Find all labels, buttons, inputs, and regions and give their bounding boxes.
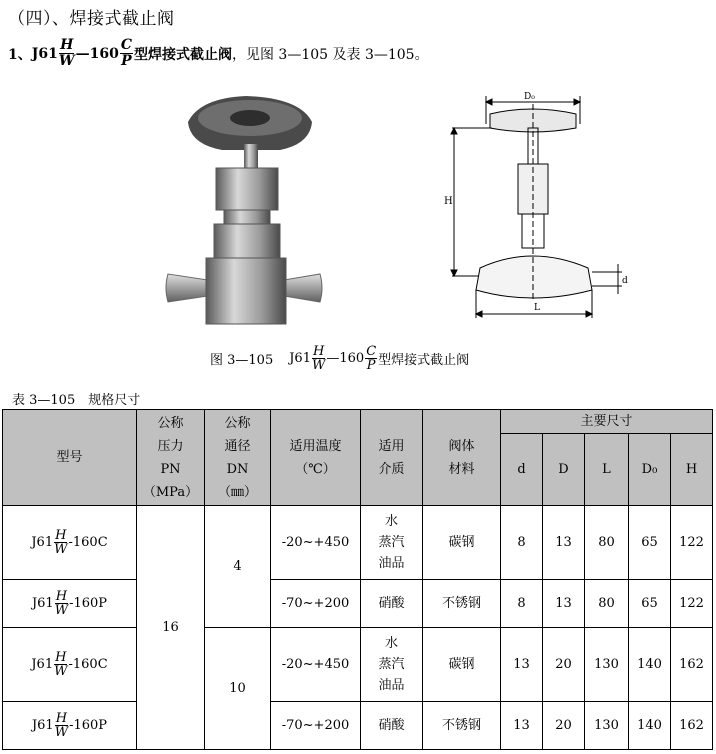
- cell-material: 不锈钢: [423, 580, 501, 628]
- cell-H: 162: [671, 628, 713, 702]
- item-fraction-2: [120, 38, 133, 69]
- model-suffix: -160P: [69, 718, 108, 733]
- header-dn-line: 公称: [224, 415, 251, 431]
- model-suffix: -160P: [69, 596, 108, 611]
- caption-frac2-den: P: [366, 358, 376, 373]
- section-heading: （四）、焊接式截止阀: [8, 9, 175, 29]
- cell-material: 碳钢: [423, 506, 501, 580]
- caption-fraction-1: [312, 345, 325, 372]
- model-fraction: [55, 590, 68, 617]
- header-pn-line: 公称: [157, 415, 184, 431]
- cell-medium: [361, 580, 423, 628]
- header-material-line: 阀体: [448, 438, 475, 454]
- drawing-label-d: d: [622, 276, 628, 286]
- header-temp: [271, 410, 361, 506]
- cell-d: 13: [501, 702, 543, 750]
- item-frac2-num: C: [120, 37, 132, 53]
- header-material-line: 材料: [448, 461, 475, 477]
- cell-pn: 16: [137, 506, 205, 750]
- model-prefix: J61: [31, 596, 54, 611]
- cell-D0: 65: [629, 506, 671, 580]
- item-fraction-1: [59, 38, 75, 69]
- cell-temp: -20~+450: [271, 506, 361, 580]
- caption-model-mid: —160: [326, 351, 365, 366]
- model-prefix: J61: [31, 718, 54, 733]
- cell-material: 不锈钢: [423, 702, 501, 750]
- header-D0: D₀: [629, 434, 671, 506]
- item-model-mid: —160: [75, 45, 119, 62]
- header-dn-line: （㎜）: [217, 484, 257, 500]
- header-model: 型号: [3, 410, 137, 506]
- model-fraction: [54, 651, 67, 678]
- cell-d: 8: [501, 580, 543, 628]
- cell-H: 162: [671, 702, 713, 750]
- header-main-dimensions: 主要尺寸: [501, 410, 713, 434]
- table-row: [3, 580, 713, 628]
- medium-line: 油品: [378, 556, 405, 571]
- header-pn-line: PN: [160, 461, 181, 477]
- header-medium: [361, 410, 423, 506]
- model-fraction: [54, 529, 67, 556]
- cell-medium: [361, 628, 423, 702]
- header-pn-line: 压力: [157, 438, 184, 454]
- cell-temp: -70~+200: [271, 580, 361, 628]
- header-material: [423, 410, 501, 506]
- spec-table: [2, 409, 713, 750]
- caption-fraction-2: [365, 345, 377, 372]
- cell-D: 13: [543, 580, 585, 628]
- item-description: [8, 38, 429, 69]
- caption-suffix: 型焊接式截止阀: [378, 353, 470, 368]
- header-d: d: [501, 434, 543, 506]
- cell-medium: [361, 506, 423, 580]
- cell-D: 20: [543, 628, 585, 702]
- header-D: D: [543, 434, 585, 506]
- item-reference: ，见图 3—105 及表 3—105。: [231, 46, 429, 63]
- model-frac-num: H: [55, 711, 68, 726]
- caption-model-prefix: J61: [289, 351, 311, 366]
- item-model-prefix: J61: [31, 45, 58, 62]
- item-number: 1、: [8, 46, 32, 63]
- valve-section-drawing: [432, 84, 632, 328]
- cell-D: 20: [543, 702, 585, 750]
- medium-line: 硝酸: [378, 596, 405, 611]
- model-prefix: J61: [31, 657, 54, 672]
- cell-model: [3, 628, 137, 702]
- header-pn: [137, 410, 205, 506]
- table-row: [3, 506, 713, 580]
- cell-L: 80: [585, 506, 629, 580]
- medium-line: 硝酸: [378, 718, 405, 733]
- caption-frac2-num: C: [366, 344, 377, 359]
- header-dn: [205, 410, 271, 506]
- valve-photo: [160, 92, 328, 332]
- cell-model: [3, 506, 137, 580]
- header-pn-line: （MPa）: [142, 484, 199, 500]
- cell-d: 8: [501, 506, 543, 580]
- cell-D0: 140: [629, 702, 671, 750]
- item-title: 型焊接式截止阀: [133, 46, 232, 63]
- table-row: [3, 702, 713, 750]
- drawing-label-h: H: [444, 196, 453, 207]
- model-frac-den: W: [54, 725, 69, 740]
- header-temp-line: 适用温度: [289, 438, 342, 454]
- cell-D: 13: [543, 506, 585, 580]
- item-frac2-den: P: [121, 53, 132, 69]
- cell-medium: [361, 702, 423, 750]
- model-frac-num: H: [55, 528, 67, 543]
- table-title: 表 3—105 规格尺寸: [12, 393, 141, 408]
- table-row: [3, 628, 713, 702]
- drawing-label-l: L: [534, 303, 540, 313]
- cell-d: 13: [501, 628, 543, 702]
- cell-dn: 4: [205, 506, 271, 628]
- item-frac1-den: W: [58, 53, 75, 69]
- cell-dn: 10: [205, 628, 271, 750]
- cell-material: 碳钢: [423, 628, 501, 702]
- figure-caption: [210, 345, 469, 372]
- model-frac-den: W: [54, 664, 68, 679]
- cell-model: [3, 580, 137, 628]
- medium-line: 蒸汽: [378, 657, 405, 672]
- cell-D0: 140: [629, 628, 671, 702]
- model-frac-den: W: [54, 603, 69, 618]
- model-frac-num: H: [55, 650, 67, 665]
- header-medium-line: 介质: [378, 461, 405, 477]
- caption-frac1-den: W: [311, 358, 326, 373]
- cell-L: 130: [585, 628, 629, 702]
- medium-line: 水: [384, 514, 398, 529]
- caption-frac1-num: H: [313, 344, 325, 359]
- medium-line: 油品: [378, 678, 405, 693]
- cell-temp: -70~+200: [271, 702, 361, 750]
- cell-temp: -20~+450: [271, 628, 361, 702]
- header-dn-line: DN: [226, 461, 249, 477]
- item-frac1-num: H: [60, 37, 74, 53]
- cell-L: 130: [585, 702, 629, 750]
- cell-H: 122: [671, 580, 713, 628]
- model-prefix: J61: [31, 535, 54, 550]
- model-suffix: -160C: [68, 657, 108, 672]
- model-frac-num: H: [55, 589, 68, 604]
- model-fraction: [55, 712, 68, 739]
- cell-model: [3, 702, 137, 750]
- model-frac-den: W: [54, 542, 68, 557]
- cell-H: 122: [671, 506, 713, 580]
- header-dn-line: 通径: [224, 438, 251, 454]
- cell-L: 80: [585, 580, 629, 628]
- header-L: L: [585, 434, 629, 506]
- header-H: H: [671, 434, 713, 506]
- model-suffix: -160C: [68, 535, 108, 550]
- cell-D0: 65: [629, 580, 671, 628]
- header-medium-line: 适用: [378, 438, 405, 454]
- drawing-label-d0: D₀: [524, 92, 535, 102]
- header-temp-line: （℃）: [295, 461, 336, 477]
- caption-label: 图 3—105: [210, 353, 274, 368]
- medium-line: 蒸汽: [378, 535, 405, 550]
- medium-line: 水: [384, 636, 398, 651]
